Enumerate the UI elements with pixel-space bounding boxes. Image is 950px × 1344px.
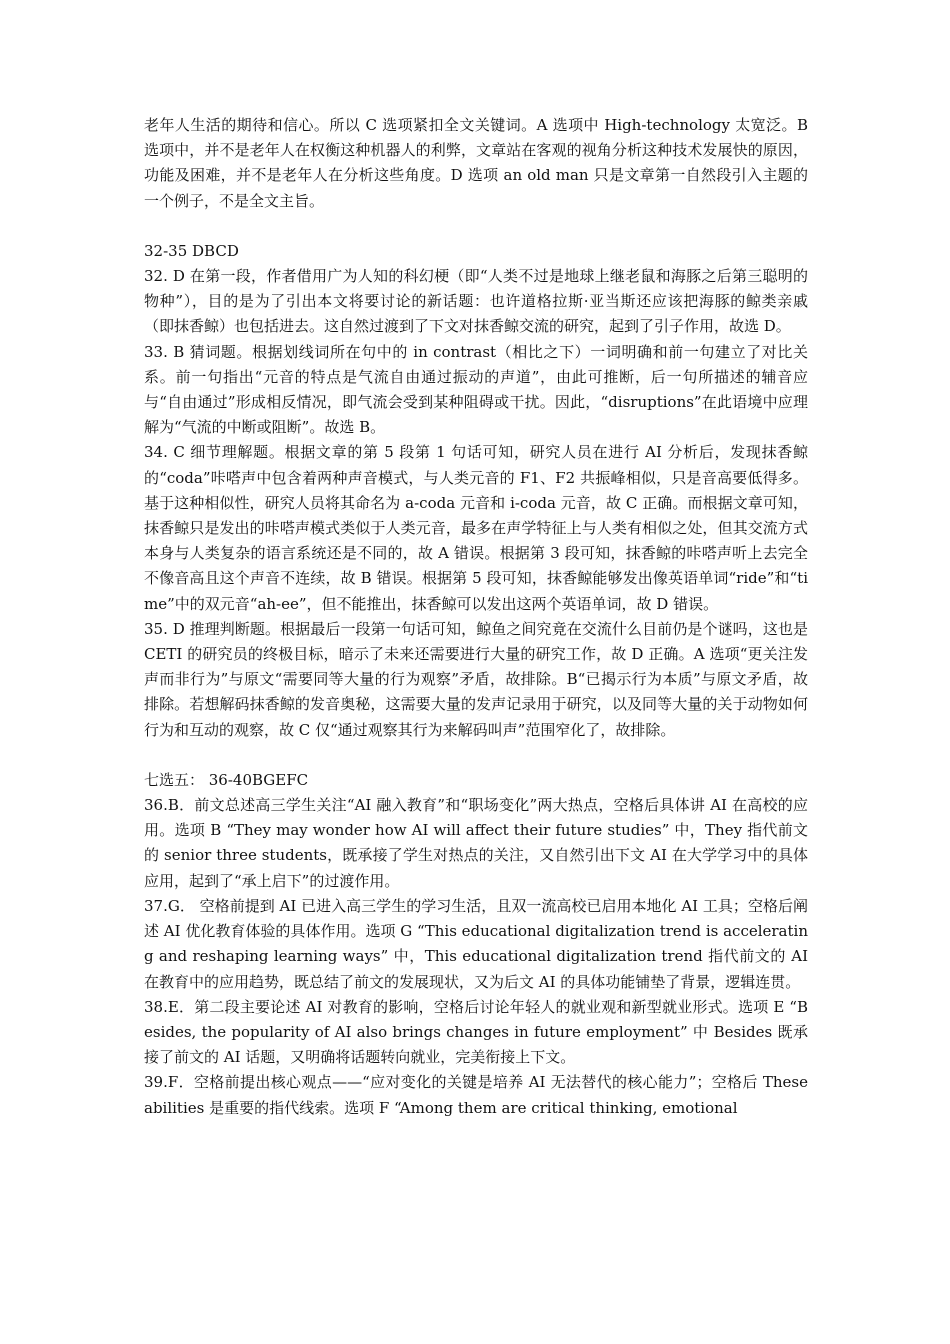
answer-32: 32. D 在第一段，作者借用广为人知的科幻梗（即“人类不过是地球上继老鼠和海豚之后第三聪明的物种”），目的是为了引出本文将要讨论的新话题：也许道格拉斯·亚当斯还应该把海豚的鲸类亲戚（即抹香鲸）也包括进去。这自然过渡到了下文对抹香鲸交流的研究，起到了引子作用，故选 D。	[144, 267, 808, 336]
answer-33: 33. B 猜词题。根据划线词所在句中的 in contrast（相比之下）一词明确和前一句建立了对比关系。前一句指出“元音的特点是气流自由通过振动的声道”，由此可推断，后一句所描述的辅音应与“自由通过”形成相反情况，即气流会受到某种阻碍或干扰。因此，“disruptions”在此语境中应理解为“气流的中断或阻断”。故选 B。	[144, 342, 808, 437]
answer-39: 39.F．空格前提出核心观点——“应对变化的关键是培养 AI 无法替代的核心能力”；空格后 These abilities 是重要的指代线索。选项 F “Among them are critical thinking, emotional	[144, 1073, 808, 1117]
answer-38: 38.E．第二段主要论述 AI 对教育的影响，空格后讨论年轻人的就业观和新型就业形式。选项 E “Besides, the popularity of AI also brings changes in future employment” 中 Besides 既承接了前文的 AI 话题，又明确将话题转向就业，完美衔接上下文。	[144, 997, 808, 1067]
spacer	[144, 214, 808, 239]
answer-36: 36.B．前文总述高三学生关注“AI 融入教育”和“职场变化”两大热点，空格后具体讲 AI 在高校的应用。选项 B “They may wonder how AI will affect their future studies” 中，They 指代前文的 senior three students，既承接了学生对热点的关注，又自然引出下文 AI 在大学学习中的具体应用，起到了“承上启下”的过渡作用。	[144, 796, 808, 890]
intro-paragraph: 老年人生活的期待和信心。所以 C 选项紧扣全文关键词。A 选项中 High-technology 太宽泛。B 选项中，并不是老年人在权衡这种机器人的利弊，文章站在客观的视角分析这种技术发展快的原因，功能及困难，并不是老年人在分析这些角度。D 选项 an old man 只是文章第一自然段引入主题的一个例子，不是全文主旨。	[144, 116, 808, 210]
section-heading-32-35: 32-35 DBCD	[144, 241, 239, 260]
answer-34: 34. C 细节理解题。根据文章的第 5 段第 1 句话可知，研究人员在进行 AI 分析后，发现抹香鲸的“coda”咔嗒声中包含着两种声音模式，与人类元音的 F1、F2 共振峰相似，只是音高要低得多。基于这种相似性，研究人员将其命名为 a-coda 元音和 i-coda 元音，故 C 正确。而根据文章可知，抹香鲸只是发出的咔嗒声模式类似于人类元音，最多在声学特征上与人类有相似之处，但其交流方式本身与人类复杂的语言系统还是不同的，故 A 错误。根据第 3 段可知，抹香鲸的咔嗒声听上去完全不像音高且这个声音不连续，故 B 错误。根据第 5 段可知，抹香鲸能够发出像英语单词“ride”和“time”中的双元音“ah-ee”，但不能推出，抹香鲸可以发出这两个英语单词，故 D 错误。	[144, 443, 808, 613]
section-heading-36-40: 七选五： 36-40BGEFC	[144, 770, 309, 789]
spacer	[144, 743, 808, 768]
answer-37: 37.G． 空格前提到 AI 已进入高三学生的学习生活，且双一流高校已启用本地化 AI 工具；空格后阐述 AI 优化教育体验的具体作用。选项 G “This educational digitalization trend is accelerating and reshaping learning ways” 中，This educational digitalization trend 指代前文的 AI 在教育中的应用趋势，既总结了前文的发展现状，又为后文 AI 的具体功能铺垫了背景，逻辑连贯。	[144, 896, 808, 991]
answer-35: 35. D 推理判断题。根据最后一段第一句话可知，鲸鱼之间究竟在交流什么目前仍是个谜吗，这也是 CETI 的研究员的终极目标，暗示了未来还需要进行大量的研究工作，故 D 正确。A 选项“更关注发声而非行为”与原文“需要同等大量的行为观察”矛盾，故排除。B“已揭示行为本质”与原文矛盾，故排除。若想解码抹香鲸的发音奥秘，这需要大量的发声记录用于研究，以及同等大量的关于动物如何行为和互动的观察，故 C 仅“通过观察其行为来解码叫声”范围窄化了，故排除。	[144, 619, 808, 739]
document-page	[144, 113, 808, 1121]
